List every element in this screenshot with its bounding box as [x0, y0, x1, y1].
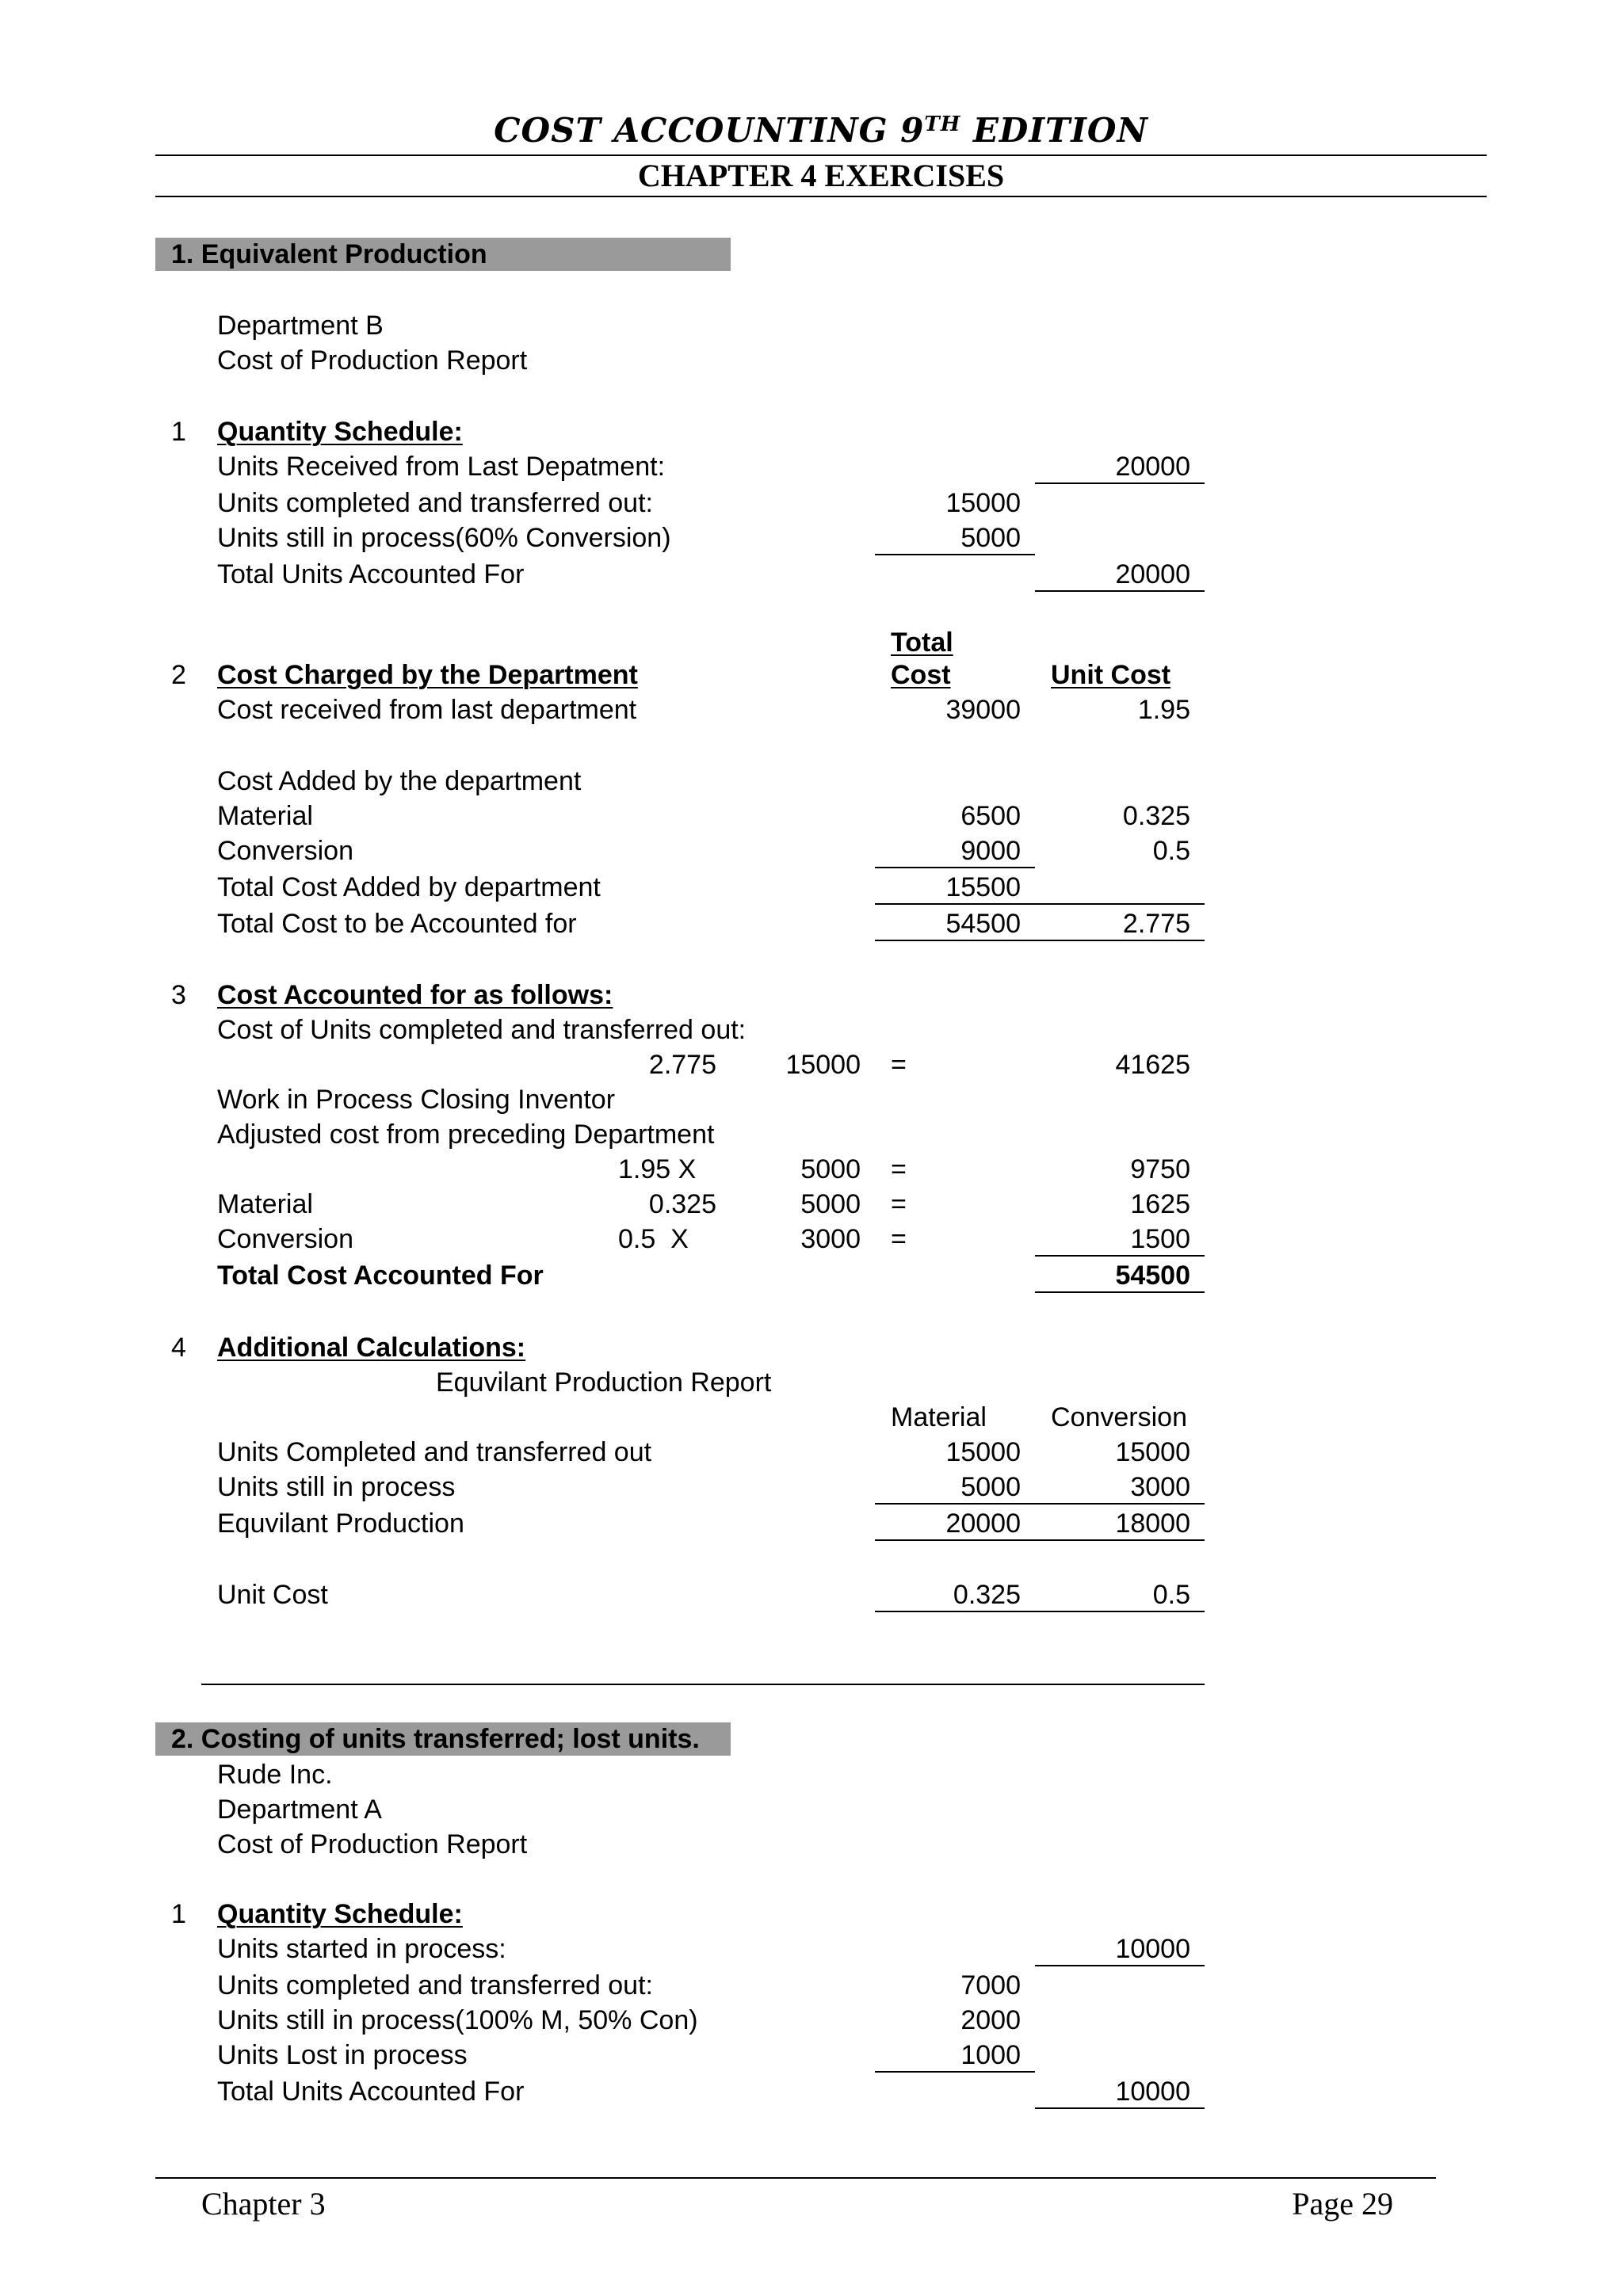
- underline: [875, 867, 1035, 868]
- units-received-label: Units Received from Last Depatment:: [217, 452, 666, 482]
- col-header-material: Material: [891, 1402, 987, 1432]
- underline: [875, 903, 1205, 905]
- underline: [875, 1503, 1205, 1505]
- page-title: [155, 111, 1487, 151]
- underline: [1035, 1965, 1205, 1966]
- col-header-unit-cost: Unit Cost: [1051, 660, 1171, 690]
- accounted-conversion-label: Conversion: [217, 1224, 353, 1254]
- accounted-conversion-value: 1500: [1130, 1224, 1190, 1254]
- eq-completed-label: Units Completed and transferred out: [217, 1437, 652, 1467]
- s2-units-started-label: Units started in process:: [217, 1934, 506, 1964]
- s2-units-lost-label: Units Lost in process: [217, 2040, 468, 2070]
- underline: [875, 1539, 1205, 1541]
- conversion-unit: 0.5: [1152, 836, 1190, 866]
- eq-production-conversion: 18000: [1115, 1508, 1190, 1539]
- section-heading-bar: [155, 1722, 731, 1756]
- item-number: 1: [171, 1899, 186, 1929]
- completed-equals: =: [891, 1050, 907, 1080]
- eq-production-material: 20000: [945, 1508, 1021, 1539]
- col-header-total: Total: [891, 627, 953, 658]
- eq-production-label: Equvilant Production: [217, 1508, 464, 1539]
- s2-units-in-process-label: Units still in process(100% M, 50% Con): [217, 2005, 698, 2035]
- wip-label: Work in Process Closing Inventor: [217, 1085, 616, 1115]
- unit-cost-material: 0.325: [953, 1580, 1021, 1610]
- item-number: 2: [171, 660, 186, 690]
- cost-received-total: 39000: [945, 695, 1021, 725]
- units-completed-value: 15000: [945, 488, 1021, 518]
- accounted-material-value: 1625: [1130, 1189, 1190, 1219]
- s2-quantity-schedule-title: Quantity Schedule:: [217, 1899, 463, 1929]
- accounted-material-equals: =: [891, 1189, 907, 1219]
- underline: [875, 2071, 1035, 2073]
- completed-value: 41625: [1115, 1050, 1190, 1080]
- quantity-schedule-title: Quantity Schedule:: [217, 417, 463, 447]
- page-title-superscript: TH: [924, 113, 961, 136]
- underline: [1035, 940, 1205, 941]
- accounted-conversion-units: 3000: [800, 1224, 861, 1254]
- page-title-end: EDITION: [960, 111, 1148, 150]
- section-2-intro-line-3: Cost of Production Report: [217, 1829, 528, 1859]
- eq-in-process-conversion: 3000: [1130, 1472, 1190, 1502]
- adjusted-rate: 1.95 X: [618, 1154, 697, 1184]
- conversion-label: Conversion: [217, 836, 353, 866]
- unit-cost-conversion: 0.5: [1152, 1580, 1190, 1610]
- cost-received-label: Cost received from last department: [217, 695, 637, 725]
- total-added-value: 15500: [945, 872, 1021, 902]
- total-accounted-value: 54500: [1115, 1261, 1190, 1291]
- header-rule-top: [155, 154, 1487, 156]
- section-2-intro-line-1: Rude Inc.: [217, 1760, 333, 1790]
- conversion-total: 9000: [960, 836, 1021, 866]
- s2-total-units-value: 10000: [1115, 2077, 1190, 2107]
- accounted-material-units: 5000: [800, 1189, 861, 1219]
- underline: [1035, 590, 1205, 592]
- adjusted-value: 9750: [1130, 1154, 1190, 1184]
- accounted-material-label: Material: [217, 1189, 313, 1219]
- footer-rule: [155, 2177, 1436, 2179]
- eq-completed-material: 15000: [945, 1437, 1021, 1467]
- adjusted-label: Adjusted cost from preceding Department: [217, 1119, 715, 1150]
- adjusted-units: 5000: [800, 1154, 861, 1184]
- adjusted-equals: =: [891, 1154, 907, 1184]
- section-2-intro-line-2: Department A: [217, 1794, 382, 1825]
- section-divider: [201, 1684, 1205, 1685]
- material-total: 6500: [960, 801, 1021, 831]
- accounted-conversion-equals: =: [891, 1224, 907, 1254]
- eq-in-process-label: Units still in process: [217, 1472, 456, 1502]
- s2-units-started-value: 10000: [1115, 1934, 1190, 1964]
- units-completed-label: Units completed and transferred out:: [217, 488, 653, 518]
- eq-completed-conversion: 15000: [1115, 1437, 1190, 1467]
- header-rule-bottom: [155, 196, 1487, 197]
- section-2-heading: 2. Costing of units transferred; lost units.: [171, 1724, 700, 1754]
- cost-charged-title: Cost Charged by the Department: [217, 660, 638, 690]
- total-cost-label: Total Cost to be Accounted for: [217, 909, 577, 939]
- equivalent-report-title: Equvilant Production Report: [436, 1367, 772, 1398]
- units-in-process-value: 5000: [960, 523, 1021, 553]
- units-received-value: 20000: [1115, 452, 1190, 482]
- additional-calculations-title: Additional Calculations:: [217, 1333, 526, 1363]
- underline: [875, 1611, 1205, 1612]
- total-cost-value: 54500: [945, 909, 1021, 939]
- total-added-label: Total Cost Added by department: [217, 872, 601, 902]
- total-accounted-label: Total Cost Accounted For: [217, 1261, 544, 1291]
- cost-accounted-title: Cost Accounted for as follows:: [217, 980, 613, 1010]
- s2-units-in-process-value: 2000: [960, 2005, 1021, 2035]
- footer-page-number: Page 29: [1292, 2186, 1393, 2222]
- section-1-heading: 1. Equivalent Production: [171, 239, 487, 269]
- total-cost-unit: 2.775: [1122, 909, 1190, 939]
- material-label: Material: [217, 801, 313, 831]
- item-number: 4: [171, 1333, 186, 1363]
- section-1-intro-line-2: Cost of Production Report: [217, 345, 528, 376]
- item-number: 1: [171, 417, 186, 447]
- cost-completed-label: Cost of Units completed and transferred out:: [217, 1015, 747, 1045]
- s2-total-units-label: Total Units Accounted For: [217, 2077, 525, 2107]
- completed-units: 15000: [785, 1050, 861, 1080]
- accounted-material-rate: 0.325: [648, 1189, 716, 1219]
- underline: [1035, 482, 1205, 484]
- underline: [1035, 2107, 1205, 2109]
- total-units-label: Total Units Accounted For: [217, 559, 525, 589]
- cost-added-label: Cost Added by the department: [217, 766, 582, 796]
- section-1-intro-line-1: Department B: [217, 311, 384, 341]
- units-in-process-label: Units still in process(60% Conversion): [217, 523, 671, 553]
- page-title-main: COST ACCOUNTING 9: [494, 111, 925, 150]
- s2-units-completed-label: Units completed and transferred out:: [217, 1970, 653, 2000]
- total-units-value: 20000: [1115, 559, 1190, 589]
- col-header-cost: Cost: [891, 660, 951, 690]
- material-unit: 0.325: [1122, 801, 1190, 831]
- unit-cost-label: Unit Cost: [217, 1580, 328, 1610]
- underline: [1035, 1291, 1205, 1293]
- eq-in-process-material: 5000: [960, 1472, 1021, 1502]
- cost-received-unit: 1.95: [1137, 695, 1190, 725]
- s2-units-completed-value: 7000: [960, 1970, 1021, 2000]
- accounted-conversion-rate: 0.5 X: [618, 1224, 689, 1254]
- completed-rate: 2.775: [648, 1050, 716, 1080]
- underline: [875, 554, 1035, 555]
- page-subtitle: CHAPTER 4 EXERCISES: [637, 158, 1005, 193]
- underline: [875, 940, 1035, 941]
- section-heading-bar: [155, 238, 731, 271]
- col-header-conversion: Conversion: [1051, 1402, 1187, 1432]
- s2-units-lost-value: 1000: [960, 2040, 1021, 2070]
- footer-chapter: Chapter 3: [201, 2186, 326, 2222]
- item-number: 3: [171, 980, 186, 1010]
- underline: [1035, 1255, 1205, 1257]
